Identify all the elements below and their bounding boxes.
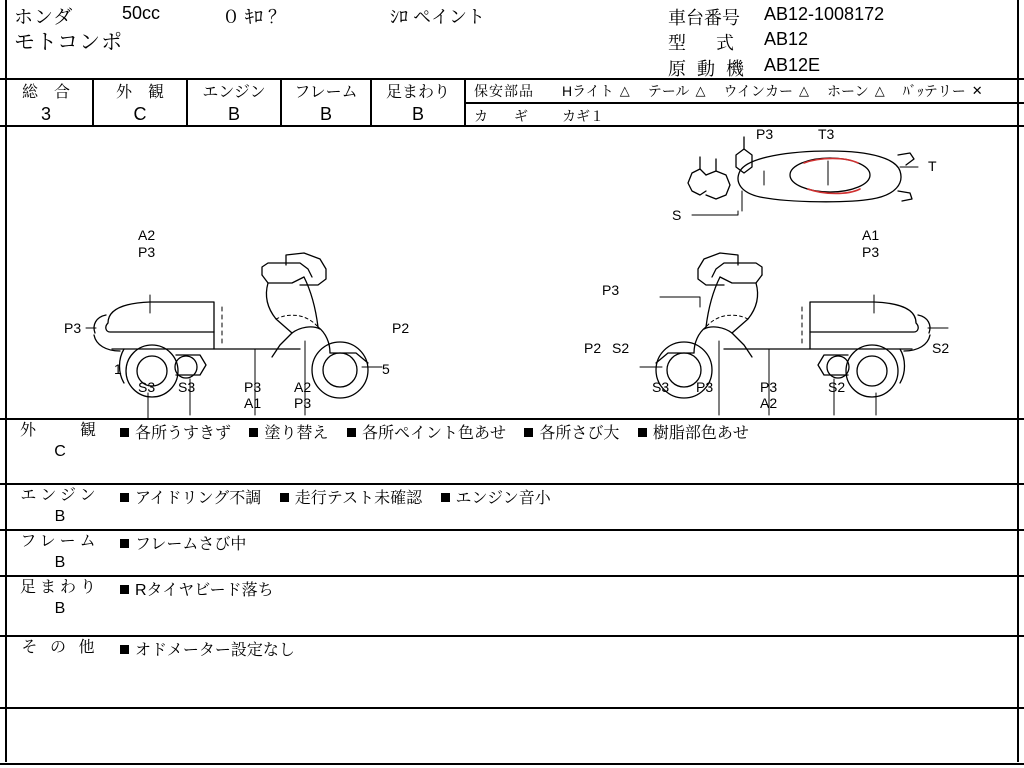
key-label: カ ギ xyxy=(474,108,534,124)
bullet-square-icon xyxy=(280,493,289,502)
comment-label-suspension xyxy=(0,576,120,636)
comment-item-text: Rタイヤビード落ち xyxy=(135,582,274,599)
comment-item xyxy=(249,420,328,443)
safety-item-horn-label: ホーン xyxy=(827,83,869,99)
grade-cell-engine xyxy=(188,80,282,125)
bullet-square-icon xyxy=(249,428,258,437)
right-side-view-drawing xyxy=(640,253,948,415)
type-value: AB12 xyxy=(764,29,809,49)
comment-item xyxy=(120,637,295,660)
bullet-square-icon xyxy=(441,493,450,502)
comment-body-engine xyxy=(120,484,1024,530)
label-right-p2: P2 xyxy=(584,340,602,356)
grade-title-exterior: 外 観 xyxy=(115,84,164,101)
triangle-icon: △ xyxy=(799,83,810,98)
label-top-p3: P3 xyxy=(756,127,774,142)
vin-value: AB12-1008172 xyxy=(764,4,885,24)
label-right-s2-bottom: S2 xyxy=(828,379,846,395)
grade-value-total: 3 xyxy=(40,104,51,124)
comment-item xyxy=(524,420,619,443)
safety-item-battery-label: ﾊﾞｯテリー xyxy=(902,83,966,99)
diagram-svg xyxy=(0,127,1024,418)
label-left-p3-top: P3 xyxy=(138,244,156,260)
comment-item xyxy=(347,420,506,443)
label-top-t: T xyxy=(928,158,937,174)
comment-label-suspension-title: 足まわり xyxy=(19,579,100,596)
label-left-p3-mid: P3 xyxy=(244,379,262,395)
maker-name: ホンダ xyxy=(14,7,74,28)
label-left-p3-front: P3 xyxy=(294,395,312,411)
label-right-s3: S3 xyxy=(652,379,670,395)
top-view-drawing xyxy=(688,137,918,215)
safety-parts-label: 保安部品 xyxy=(474,83,534,99)
bullet-square-icon xyxy=(120,645,129,654)
safety-item-headlight xyxy=(562,81,630,101)
key-value: カギ１ xyxy=(562,108,604,124)
grade-cell-suspension xyxy=(372,80,466,125)
comment-label-exterior-title: 外 観 xyxy=(19,422,100,439)
label-left-5: 5 xyxy=(382,361,390,377)
label-right-a2: A2 xyxy=(760,395,778,411)
comment-label-engine-grade: B xyxy=(54,508,66,525)
engine-value: AB12E xyxy=(764,55,821,75)
comment-label-exterior xyxy=(0,420,120,484)
comment-item-text: 各所ペイント色あせ xyxy=(361,425,506,442)
comment-label-engine-title: エンジン xyxy=(20,487,100,504)
comment-item xyxy=(441,485,551,508)
comment-body-other xyxy=(120,636,1024,708)
label-left-a2: A2 xyxy=(138,227,156,243)
comment-item xyxy=(120,531,246,554)
comment-item-text: 走行テスト未確認 xyxy=(294,490,423,507)
label-right-p3-rear: P3 xyxy=(602,282,620,298)
grade-value-engine: B xyxy=(227,104,240,124)
cross-icon: ✕ xyxy=(971,83,983,98)
label-left-1: 1 xyxy=(114,361,122,377)
comment-label-engine xyxy=(0,484,120,530)
comment-item-text: フレームさび中 xyxy=(135,536,247,553)
grade-value-suspension: B xyxy=(411,104,424,124)
comment-item-text: エンジン音小 xyxy=(455,490,551,507)
comment-item xyxy=(638,420,749,443)
grade-cell-frame xyxy=(282,80,372,125)
grade-title-suspension: 足まわり xyxy=(385,84,450,101)
label-left-a1: A1 xyxy=(244,395,262,411)
comment-body-exterior xyxy=(120,420,1024,484)
label-right-p3-low: P3 xyxy=(760,379,778,395)
bullet-square-icon xyxy=(120,428,129,437)
comment-label-frame-title: フレーム xyxy=(20,533,100,550)
label-left-s3-a: S3 xyxy=(138,379,156,395)
safety-item-winker xyxy=(723,81,809,101)
comment-label-exterior-grade: C xyxy=(54,443,66,460)
safety-item-winker-label: ウインカー xyxy=(723,83,794,99)
label-right-a1: A1 xyxy=(862,227,880,243)
bullet-square-icon xyxy=(524,428,533,437)
vin-label: 車台番号 xyxy=(668,8,740,28)
triangle-icon: △ xyxy=(695,83,706,98)
comment-row-other xyxy=(0,636,1024,708)
displacement: 50cc xyxy=(122,3,161,23)
safety-item-taillight-label: テール xyxy=(647,83,690,99)
model-name: モトコンポ xyxy=(14,31,124,54)
comment-item xyxy=(120,420,231,443)
grade-cell-total xyxy=(0,80,94,125)
bullet-square-icon xyxy=(120,585,129,594)
engine-label: 原 動 機 xyxy=(668,59,748,79)
comment-label-frame xyxy=(0,530,120,576)
safety-parts-section xyxy=(466,80,1024,125)
comment-label-frame-grade: B xyxy=(54,554,66,571)
label-left-s3-b: S3 xyxy=(178,379,196,395)
comments-table xyxy=(0,420,1024,765)
bullet-square-icon xyxy=(120,539,129,548)
label-left-p2: P2 xyxy=(392,320,410,336)
safety-item-taillight xyxy=(648,81,706,101)
comment-row-exterior xyxy=(0,420,1024,484)
triangle-icon: △ xyxy=(619,83,630,98)
label-right-s2-front: S2 xyxy=(612,340,630,356)
label-right-p3-top: P3 xyxy=(862,244,880,260)
comment-item-text: オドメーター設定なし xyxy=(135,642,295,659)
comment-item xyxy=(280,485,422,508)
damage-diagram xyxy=(0,127,1024,420)
label-left-a2-front: A2 xyxy=(294,379,312,395)
key-row xyxy=(466,104,1024,128)
bullet-square-icon xyxy=(120,493,129,502)
comment-label-suspension-grade: B xyxy=(54,600,66,617)
comment-label-blank xyxy=(0,708,120,764)
bullet-square-icon xyxy=(638,428,647,437)
grade-bar xyxy=(0,78,1024,127)
label-top-t3: T3 xyxy=(818,127,835,142)
grade-value-exterior: C xyxy=(133,104,147,124)
comment-item-text: 塗り替え xyxy=(264,425,329,442)
mileage: ０ ｷﾛ ？ xyxy=(222,7,287,27)
comment-item xyxy=(120,577,274,600)
safety-parts-row xyxy=(466,80,1024,104)
type-label: 型 式 xyxy=(668,33,740,53)
sheet-header xyxy=(0,0,1024,78)
comment-body-blank xyxy=(120,708,1024,764)
grade-title-engine: エンジン xyxy=(202,84,266,101)
comment-item xyxy=(120,485,261,508)
body-color: ｼﾛ ペイント xyxy=(390,7,486,27)
grade-cell-exterior xyxy=(94,80,188,125)
comment-item-text: アイドリング不調 xyxy=(135,490,262,507)
label-right-s2-rear: S2 xyxy=(932,340,950,356)
comment-label-other xyxy=(0,636,120,708)
comment-item-text: 各所さび大 xyxy=(539,425,620,442)
comment-row-frame xyxy=(0,530,1024,576)
triangle-icon: △ xyxy=(874,83,885,98)
grade-title-frame: フレーム xyxy=(294,84,358,101)
bullet-square-icon xyxy=(347,428,356,437)
comment-row-suspension xyxy=(0,576,1024,636)
comment-body-suspension xyxy=(120,576,1024,636)
comment-row-blank xyxy=(0,708,1024,764)
comment-item-text: 樹脂部色あせ xyxy=(652,425,749,442)
safety-item-battery xyxy=(903,81,983,101)
comment-item-text: 各所うすきず xyxy=(135,425,232,442)
safety-item-headlight-label: Hライト xyxy=(562,83,614,99)
safety-item-horn xyxy=(827,81,885,101)
grade-title-total: 総 合 xyxy=(21,84,70,101)
comment-body-frame xyxy=(120,530,1024,576)
left-side-view-drawing xyxy=(86,253,382,418)
label-top-s: S xyxy=(672,207,682,223)
grade-value-frame: B xyxy=(319,104,332,124)
label-right-p3-mid: P3 xyxy=(696,379,714,395)
comment-label-other-title: そ の 他 xyxy=(21,639,99,656)
label-left-p3-rear: P3 xyxy=(64,320,82,336)
comment-row-engine xyxy=(0,484,1024,530)
